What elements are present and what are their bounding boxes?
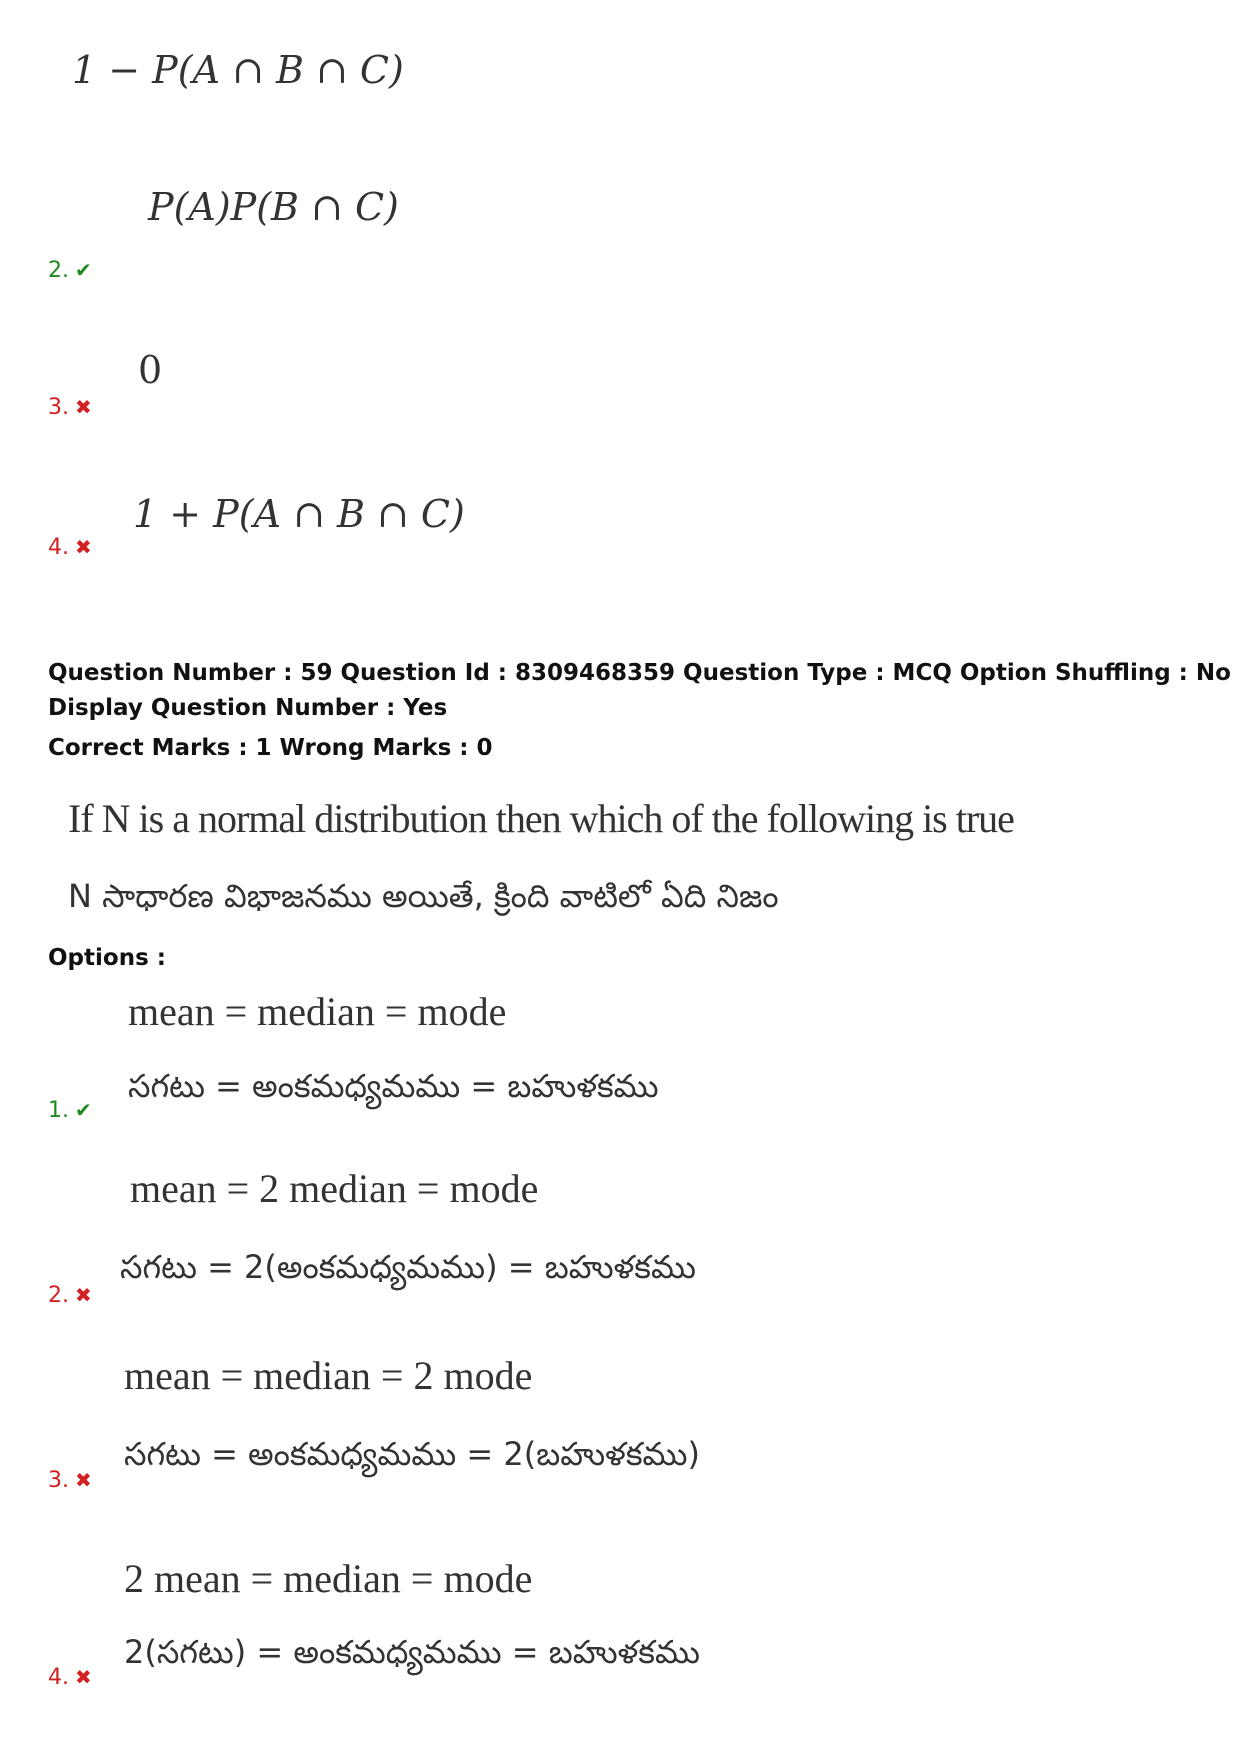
question-text-telugu: N సాధారణ విభాజనము అయితే, క్రింది వాటిలో ఏది నిజం (68, 877, 779, 915)
option-1-number: 1. (48, 1098, 69, 1123)
prev-option-3-number: 3. (48, 395, 69, 420)
display-question-number-line: Display Question Number : Yes (48, 695, 448, 721)
check-icon: ✔ (75, 258, 92, 282)
option-1-telugu: సగటు = అంకమధ్యమము = బహుళకము (128, 1067, 659, 1105)
options-label: Options : (48, 945, 166, 971)
prev-option-2-number: 2. (48, 258, 69, 283)
cross-icon: ✖ (75, 1283, 92, 1307)
cross-icon: ✖ (75, 535, 92, 559)
option-4-number: 4. (48, 1665, 69, 1690)
check-icon: ✔ (75, 1098, 92, 1122)
question-text-english: If N is a normal distribution then which of the following is true (68, 796, 1014, 841)
option-3-label (48, 1468, 92, 1493)
option-4-telugu: 2(సగటు) = అంకమధ్యమము = బహుళకము (124, 1633, 700, 1671)
cross-icon: ✖ (75, 1468, 92, 1492)
option-2-number: 2. (48, 1283, 69, 1308)
option-3-number: 3. (48, 1468, 69, 1493)
option-2-label (48, 1283, 92, 1308)
cross-icon: ✖ (75, 395, 92, 419)
option-2-telugu: సగటు = 2(అంకమధ్యమము) = బహుళకము (120, 1248, 696, 1286)
marks-line: Correct Marks : 1 Wrong Marks : 0 (48, 735, 493, 761)
prev-option-2-label (48, 258, 92, 283)
option-2-english: mean = 2 median = mode (130, 1166, 539, 1211)
option-4-english: 2 mean = median = mode (124, 1556, 533, 1601)
prev-option-1-expression: 1 − P(A ∩ B ∩ C) (72, 48, 404, 92)
prev-option-2-expression: P(A)P(B ∩ C) (148, 185, 399, 229)
option-3-telugu: సగటు = అంకమధ్యమము = 2(బహుళకము) (124, 1435, 700, 1473)
prev-option-4-expression: 1 + P(A ∩ B ∩ C) (133, 492, 465, 536)
question-meta-line: Question Number : 59 Question Id : 8309468359 Question Type : MCQ Option Shuffling : No (48, 660, 1231, 686)
option-1-english: mean = median = mode (128, 989, 507, 1034)
option-3-english: mean = median = 2 mode (124, 1353, 533, 1398)
prev-option-3-expression: 0 (138, 348, 163, 392)
prev-option-3-label (48, 395, 92, 420)
prev-option-4-label (48, 535, 92, 560)
cross-icon: ✖ (75, 1665, 92, 1689)
option-1-label (48, 1098, 92, 1123)
prev-option-4-number: 4. (48, 535, 69, 560)
option-4-label (48, 1665, 92, 1690)
